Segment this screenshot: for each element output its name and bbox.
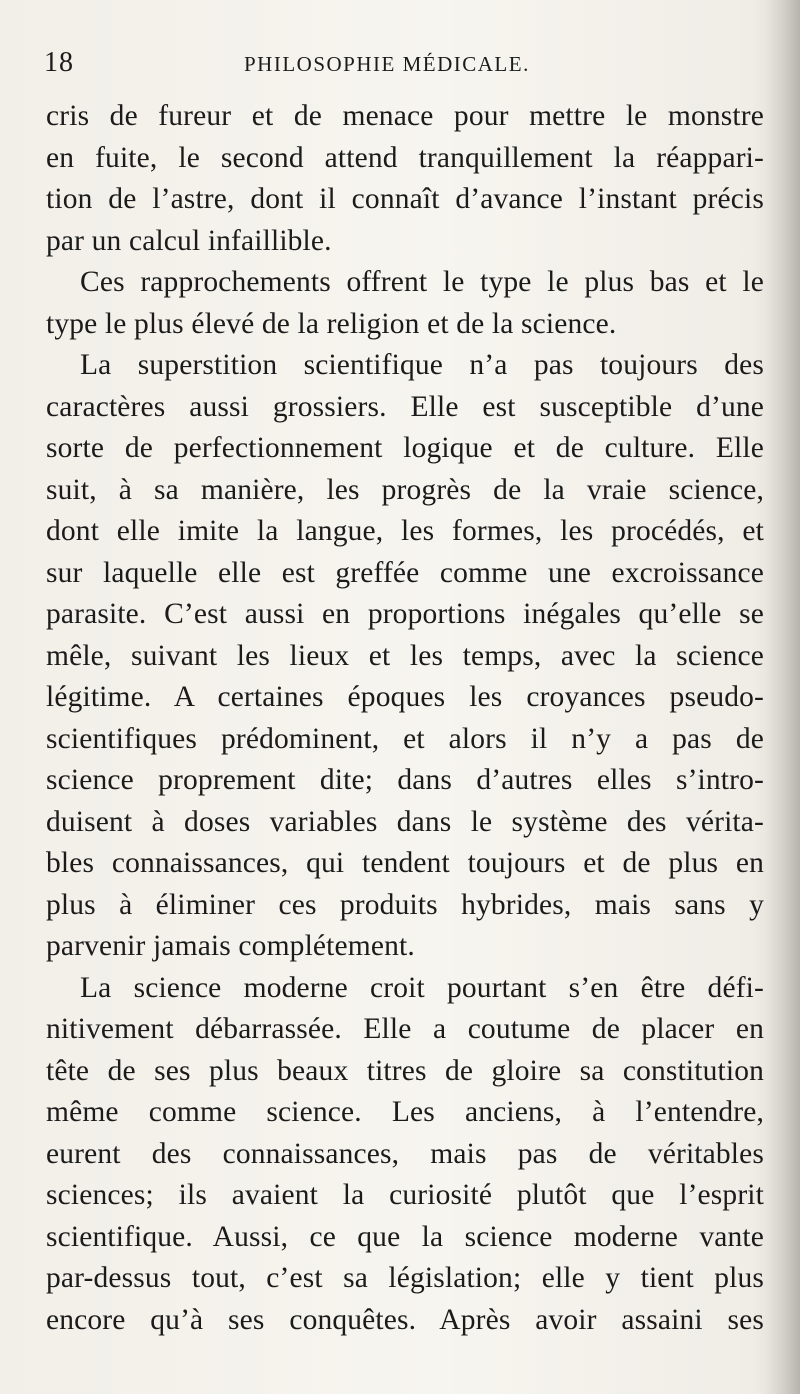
text-line: nitivement débarrassée. Elle a coutume de placer en xyxy=(46,1013,764,1045)
page-number: 18 xyxy=(44,47,74,78)
text-line: eurent des connaissances, mais pas de véritables xyxy=(46,1137,764,1170)
page-gutter-shadow xyxy=(766,0,800,1394)
text-line: parvenir jamais complétement. xyxy=(46,930,415,962)
text-line: sur laquelle elle est greffée comme une excroissance xyxy=(46,556,764,589)
text-line: scientifique. Aussi, ce que la science moderne vante xyxy=(46,1220,764,1253)
page-header xyxy=(44,46,764,80)
text-line: mêle, suivant les lieux et les temps, avec la science xyxy=(46,639,764,672)
body-text xyxy=(46,96,764,1341)
text-line: La science moderne croit pourtant s’en être défi- xyxy=(80,971,764,1004)
text-line: plus à éliminer ces produits hybrides, mais sans y xyxy=(46,888,764,921)
text-line: dont elle imite la langue, les formes, les procédés, et xyxy=(46,515,764,547)
text-line: parasite. C’est aussi en proportions inégales qu’elle se xyxy=(46,598,764,630)
text-line: cris de fureur et de menace pour mettre le monstre xyxy=(46,100,764,132)
text-line: tion de l’astre, dont il connaît d’avance l’instant précis xyxy=(46,183,764,215)
text-line: type le plus élevé de la religion et de la science. xyxy=(46,307,617,340)
text-line: Ces rapprochements offrent le type le plus bas et le xyxy=(80,266,764,298)
running-title: PHILOSOPHIE MÉDICALE. xyxy=(244,52,530,76)
text-line: légitime. A certaines époques les croyances pseudo- xyxy=(46,681,764,713)
text-line: en fuite, le second attend tranquillement la réappari- xyxy=(46,141,764,174)
text-line: sorte de perfectionnement logique et de culture. Elle xyxy=(46,432,764,464)
text-line: tête de ses plus beaux titres de gloire sa constitution xyxy=(46,1054,764,1087)
text-line: même comme science. Les anciens, à l’entendre, xyxy=(46,1096,764,1128)
text-line: caractères aussi grossiers. Elle est susceptible d’une xyxy=(46,390,764,423)
text-line: par-dessus tout, c’est sa législation; elle y tient plus xyxy=(46,1262,764,1294)
text-line: par un calcul infaillible. xyxy=(46,224,332,257)
text-line: scientifiques prédominent, et alors il n’y a pas de xyxy=(46,722,764,755)
text-line: La superstition scientifique n’a pas toujours des xyxy=(80,349,764,381)
text-line: encore qu’à ses conquêtes. Après avoir assaini ses xyxy=(46,1303,764,1336)
text-line: duisent à doses variables dans le système des vérita- xyxy=(46,805,764,838)
text-line: sciences; ils avaient la curiosité plutôt que l’esprit xyxy=(46,1179,764,1211)
text-line: suit, à sa manière, les progrès de la vraie science, xyxy=(46,473,764,506)
text-line: bles connaissances, qui tendent toujours et de plus en xyxy=(46,847,764,879)
text-line: science proprement dite; dans d’autres elles s’intro- xyxy=(46,764,764,796)
